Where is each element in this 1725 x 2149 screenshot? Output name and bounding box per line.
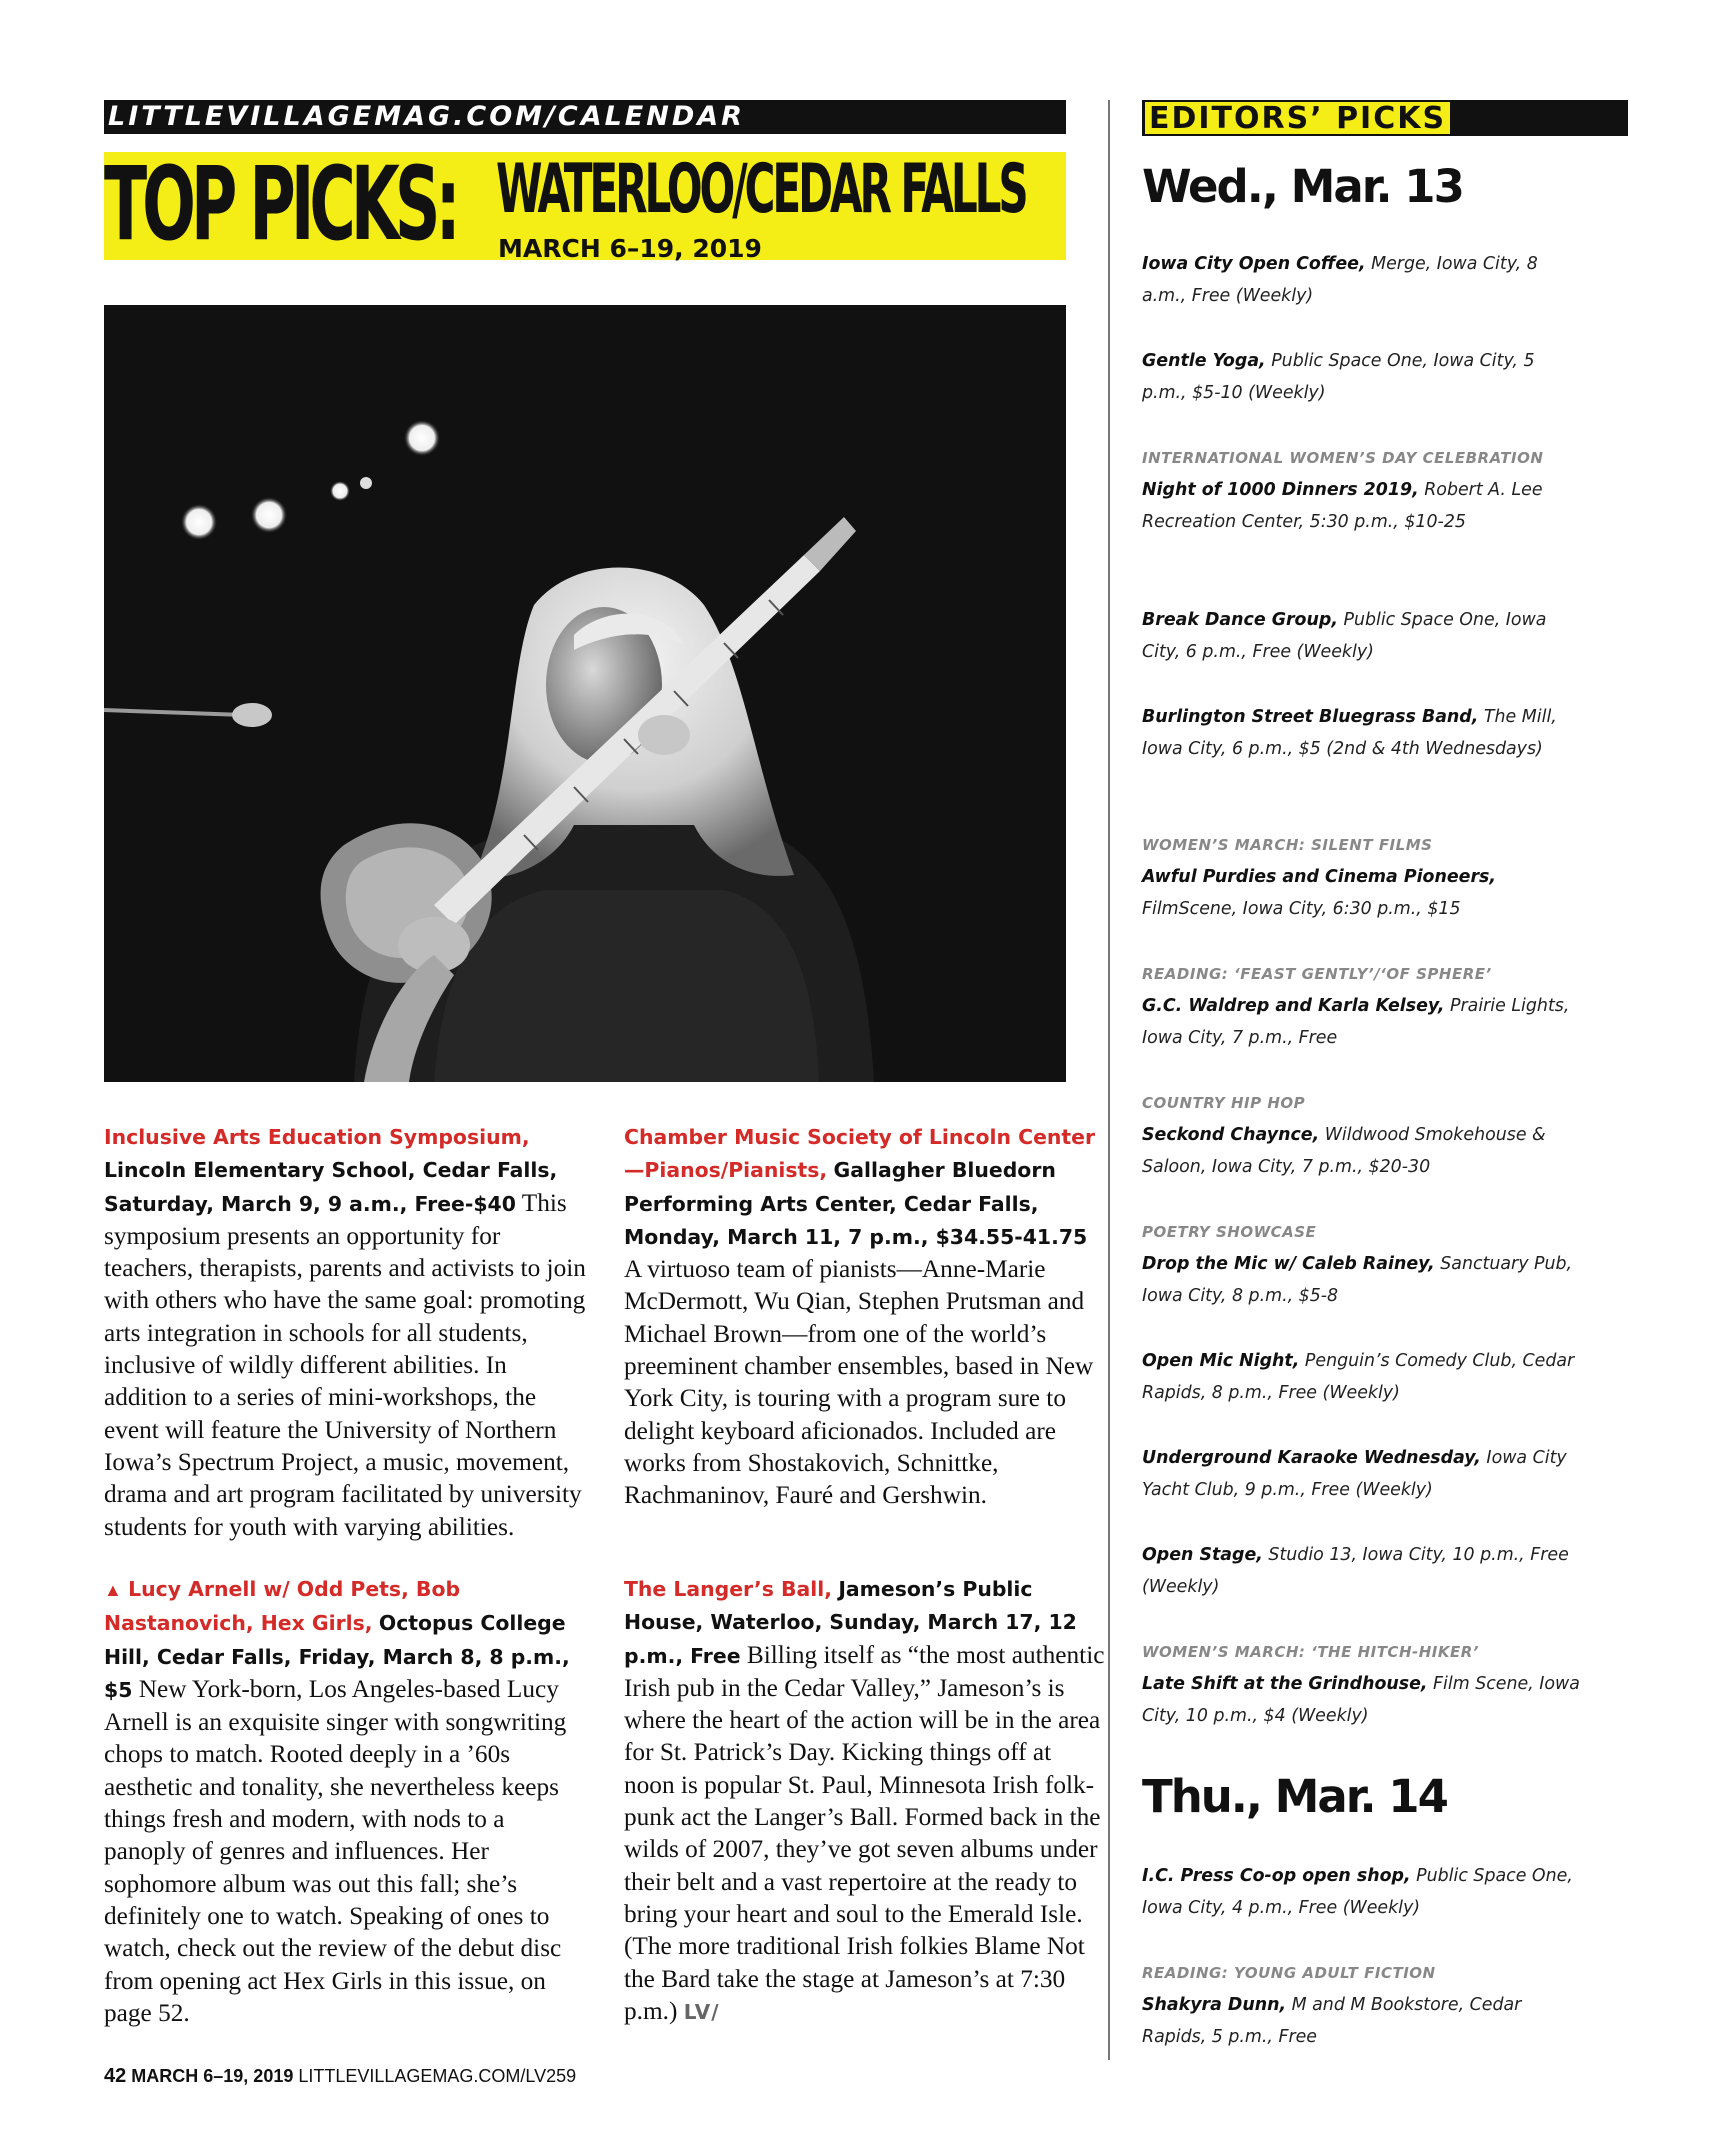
- event-info: Public Space One, Iowa City, 5 p.m., $5-10 (Weekly): [1142, 351, 1535, 404]
- event-info: Robert A. Lee Recreation Center, 5:30 p.m., $10-25: [1142, 480, 1543, 533]
- article-chamber-music: [624, 1120, 1108, 1512]
- headline-dates: MARCH 6–19, 2019: [498, 234, 762, 263]
- triangle-marker-icon: ▲: [104, 1580, 122, 1600]
- event-info: Public Space One, Iowa City, 6 p.m., Free (Weekly): [1142, 610, 1547, 663]
- event-name: Underground Karaoke Wednesday,: [1142, 1448, 1481, 1468]
- event-info: Sanctuary Pub, Iowa City, 8 p.m., $5-8: [1142, 1254, 1573, 1307]
- event-name: Shakyra Dunn,: [1142, 1995, 1287, 2016]
- event-category: READING: ‘FEAST GENTLY’/‘OF SPHERE’: [1142, 965, 1492, 983]
- article-details: Lincoln Elementary School, Cedar Falls, Saturday, March 9, 9 a.m., Free-$40: [104, 1158, 558, 1216]
- footer-url: LITTLEVILLAGEMAG.COM/LV259: [298, 2066, 577, 2086]
- event-info: Iowa City Yacht Club, 9 p.m., Free (Weekly): [1142, 1448, 1567, 1501]
- article-details: Gallagher Bluedorn Performing Arts Center, Cedar Falls, Monday, March 11, 7 p.m., $34.55-41.75: [624, 1158, 1088, 1249]
- editors-picks-heading-box: [1145, 102, 1450, 134]
- event-name: G.C. Waldrep and Karla Kelsey,: [1142, 996, 1445, 1017]
- event-info: Penguin’s Comedy Club, Cedar Rapids, 8 p.m., Free (Weekly): [1142, 1351, 1575, 1404]
- event-item: [1142, 1345, 1582, 1409]
- event-name: Gentle Yoga,: [1142, 351, 1266, 371]
- article-body: This symposium presents an opportunity for teachers, therapists, parents and activists to join with others who have the same goal: promoting arts integration in schools for all students, inclusive of wildly different abilities. In addition to a series of mini-workshops, the event will feature the University of Northern Iowa’s Spectrum Project, a music, movement, drama and art program facilitated by university students for youth with varying abilities.: [104, 1188, 586, 1541]
- event-item: [1142, 701, 1582, 765]
- event-category: COUNTRY HIP HOP: [1142, 1094, 1306, 1112]
- event-info: Studio 13, Iowa City, 10 p.m., Free (Weekly): [1142, 1545, 1569, 1598]
- article-langers-ball: [624, 1572, 1108, 2028]
- event-name: Iowa City Open Coffee,: [1142, 254, 1366, 274]
- calendar-url: LITTLEVILLAGEMAG.COM/CALENDAR: [108, 101, 745, 132]
- event-item: [1142, 1860, 1582, 1924]
- headline-place: WATERLOO/CEDAR FALLS: [496, 150, 1026, 229]
- article-lucy-arnell: [104, 1572, 588, 2029]
- event-item: [1142, 1539, 1582, 1603]
- event-info: M and M Bookstore, Cedar Rapids, 5 p.m., Free: [1142, 1995, 1522, 2048]
- event-name: Night of 1000 Dinners 2019,: [1142, 480, 1419, 501]
- event-name: Drop the Mic w/ Caleb Rainey,: [1142, 1254, 1435, 1275]
- event-name: Burlington Street Bluegrass Band,: [1142, 707, 1479, 727]
- event-info: Prairie Lights, Iowa City, 7 p.m., Free: [1142, 996, 1570, 1049]
- event-category: WOMEN’S MARCH: ‘THE HITCH-HIKER’: [1142, 1643, 1479, 1661]
- lv-end-mark: LV/: [683, 1999, 720, 2024]
- event-name: Open Stage,: [1142, 1545, 1263, 1565]
- article-body: A virtuoso team of pianists—Anne-Marie McDermott, Wu Qian, Stephen Prutsman and Michael Brown—from one of the world’s preeminent chamber ensembles, based in New York City, is touring with a program sure to delight keyboard aficionados. Included are works from Shostakovich, Schnittke, Rachmaninov, Fauré and Gershwin.: [624, 1255, 1094, 1510]
- column-divider: [1108, 100, 1110, 2060]
- article-title: Chamber Music Society of Lincoln Center—Pianos/Pianists,: [624, 1125, 1096, 1183]
- event-name: Seckond Chaynce,: [1142, 1125, 1320, 1146]
- concert-photo: [104, 305, 1066, 1082]
- event-info: The Mill, Iowa City, 6 p.m., $5 (2nd & 4th Wednesdays): [1142, 707, 1557, 760]
- event-category: INTERNATIONAL WOMEN’S DAY CELEBRATION: [1142, 449, 1544, 467]
- event-info: Public Space One, Iowa City, 4 p.m., Free (Weekly): [1142, 1866, 1573, 1919]
- event-info: FilmScene, Iowa City, 6:30 p.m., $15: [1142, 899, 1461, 920]
- event-item: [1142, 1216, 1582, 1313]
- event-item: [1142, 1636, 1582, 1733]
- event-item: [1142, 442, 1582, 539]
- event-name: Open Mic Night,: [1142, 1351, 1300, 1371]
- page-number: 42: [104, 2065, 127, 2087]
- day-heading: Wed., Mar. 13: [1142, 160, 1463, 213]
- event-info: Merge, Iowa City, 8 a.m., Free (Weekly): [1142, 254, 1538, 307]
- article-body: New York-born, Los Angeles-based Lucy Arnell is an exquisite singer with songwriting chops to match. Rooted deeply in a ’60s aesthetic and tonality, she nevertheless keeps things fresh and modern, with nods to a panoply of genres and influences. Her sophomore album was out this fall; she’s definitely one to watch. Speaking of ones to watch, check out the review of the debut disc from opening act Hex Girls in this issue, on page 52.: [104, 1674, 567, 2027]
- article-body: Billing itself as “the most authentic Irish pub in the Cedar Valley,” Jameson’s is where the heart of the action will be in the area for St. Patrick’s Day. Kicking things off at noon is popular St. Paul, Minnesota Irish folk-punk act the Langer’s Ball. Formed back in the wilds of 2007, they’ve got seven albums under their belt and a vast repertoire at the ready to bring your heart and soul to the Emerald Isle. (The more traditional Irish folkies Blame Not the Bard take the stage at Jameson’s at 7:30 p.m.): [624, 1640, 1105, 2025]
- article-title: Inclusive Arts Education Symposium,: [104, 1125, 530, 1149]
- event-item: [1142, 958, 1582, 1055]
- page-footer: [104, 2065, 576, 2088]
- event-item: [1142, 1442, 1582, 1506]
- editors-picks-heading: EDITORS’ PICKS: [1149, 101, 1447, 136]
- article-inclusive-arts: [104, 1120, 588, 1543]
- article-title: Lucy Arnell w/ Odd Pets, Bob Nastanovich, Hex Girls,: [104, 1577, 461, 1636]
- event-category: READING: YOUNG ADULT FICTION: [1142, 1964, 1436, 1982]
- day-heading: Thu., Mar. 14: [1142, 1770, 1447, 1823]
- event-name: Break Dance Group,: [1142, 610, 1338, 630]
- event-item: [1142, 604, 1582, 668]
- event-info: Film Scene, Iowa City, 10 p.m., $4 (Weekly): [1142, 1674, 1580, 1727]
- event-item: [1142, 248, 1582, 312]
- event-info: Wildwood Smokehouse & Saloon, Iowa City, 7 p.m., $20-30: [1142, 1125, 1546, 1178]
- article-details: Jameson’s Public House, Waterloo, Sunday, March 17, 12 p.m., Free: [624, 1577, 1077, 1668]
- event-name: Awful Purdies and Cinema Pioneers,: [1142, 867, 1496, 888]
- event-item: [1142, 829, 1582, 926]
- event-item: [1142, 1957, 1582, 2054]
- article-title: The Langer’s Ball,: [624, 1577, 832, 1601]
- footer-dates: MARCH 6–19, 2019: [131, 2066, 294, 2086]
- event-item: [1142, 1087, 1582, 1184]
- event-name: I.C. Press Co-op open shop,: [1142, 1866, 1411, 1886]
- headline-label: TOP PICKS:: [104, 146, 456, 264]
- event-category: POETRY SHOWCASE: [1142, 1223, 1317, 1241]
- event-name: Late Shift at the Grindhouse,: [1142, 1674, 1428, 1695]
- event-category: WOMEN’S MARCH: SILENT FILMS: [1142, 836, 1433, 854]
- event-item: [1142, 345, 1582, 409]
- calendar-url-bar: [104, 100, 1066, 134]
- article-details: Octopus College Hill, Cedar Falls, Friday, March 8, 8 p.m., $5: [104, 1611, 570, 1702]
